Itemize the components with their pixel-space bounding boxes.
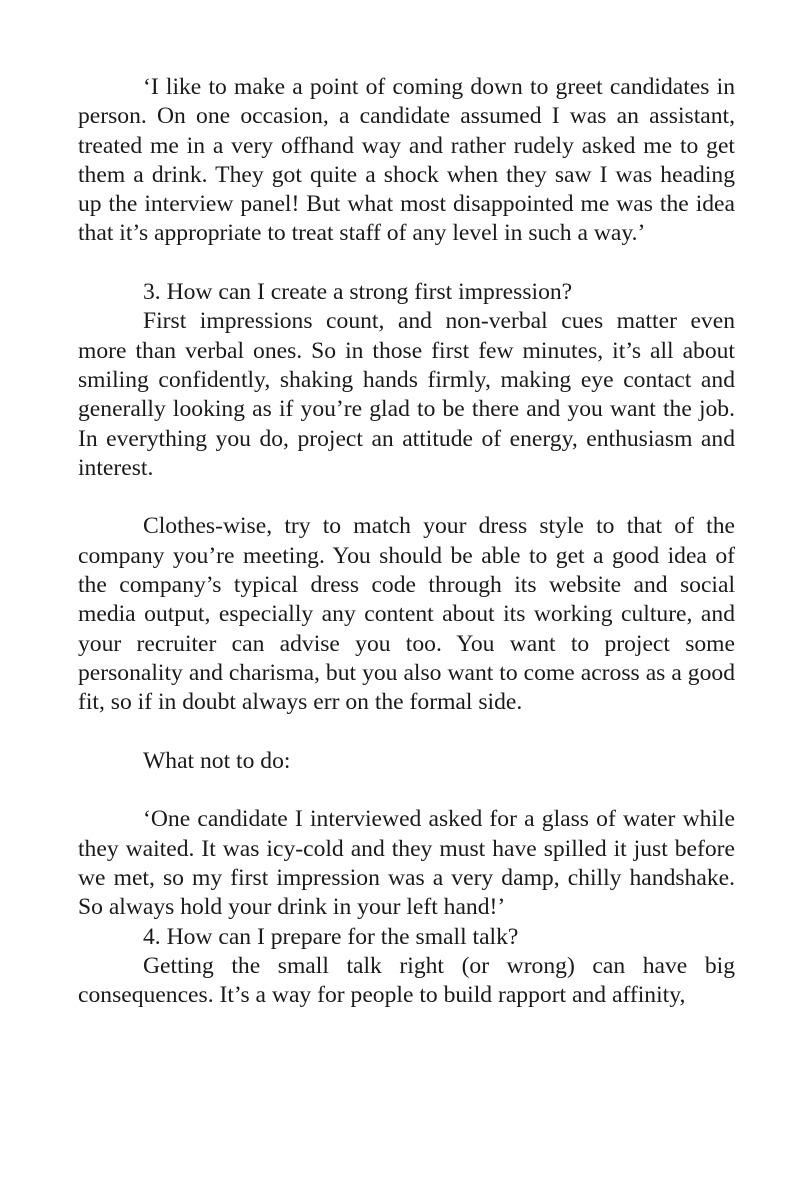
paragraph-first-impressions: First impressions count, and non-verbal cues matter even more than verbal ones. So in those first few minutes, it’s all about smiling confidently, shaking hands firmly, making eye contact and generally looking as if you’re glad to be there and you want the job. In everything you do, project an attitude of energy, enthusiasm and interest. [78, 308, 735, 481]
subheading-what-not-to-do: What not to do: [143, 747, 291, 774]
paragraph-quote-glass-of-water: ‘One candidate I interviewed asked for a glass of water while they waited. It was icy-cold and they must have spilled it just before we met, so my first impression was a very damp, chilly handshake. So always hold your drink in your left hand!’ [78, 806, 735, 921]
section-heading-first-impression: 3. How can I create a strong first impression? [143, 279, 573, 306]
paragraph-clothes-wise: Clothes-wise, try to match your dress style to that of the company you’re meeting. You should be able to get a good idea of the company’s typical dress code through its website and social media output, especially any content about its working culture, and your recruiter can advise you too. You want to project some personality and charisma, but you also want to come across as a good fit, so if in doubt always err on the formal side. [78, 513, 735, 716]
paragraph-small-talk: Getting the small talk right (or wrong) can have big consequences. It’s a way for people to build rapport and affinity, [78, 952, 735, 1009]
document-page [78, 73, 735, 1011]
paragraph-quote-greet-candidates: ‘I like to make a point of coming down to greet candidates in person. On one occasion, a candidate assumed I was an assistant, treated me in a very offhand way and rather rudely asked me to get them a drink. They got quite a shock when they saw I was heading up the interview panel! But what most disappointed me was the idea that it’s appropriate to treat staff of any level in such a way.’ [78, 74, 735, 247]
section-heading-small-talk: 4. How can I prepare for the small talk? [143, 923, 519, 950]
